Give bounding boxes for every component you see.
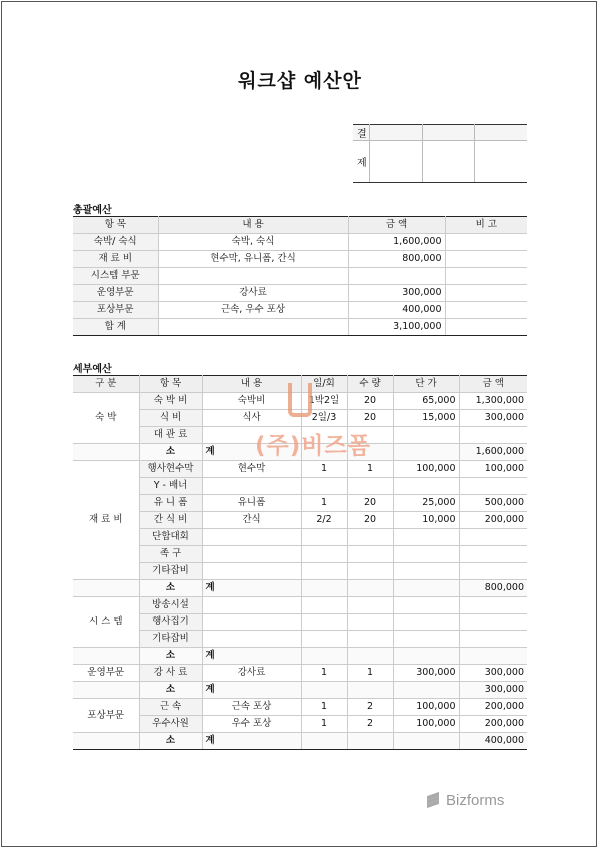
summary-cell: 300,000 xyxy=(348,285,445,302)
detail-cell xyxy=(393,427,459,444)
subtotal-label: 소 xyxy=(139,733,202,750)
detail-cell xyxy=(459,427,527,444)
detail-cell: 대 관 료 xyxy=(139,427,202,444)
detail-group-name: 운영부문 xyxy=(73,665,139,682)
detail-cell xyxy=(347,614,393,631)
detail-cell: 15,000 xyxy=(393,410,459,427)
approval-box xyxy=(353,124,527,183)
detail-cell: Y - 배너 xyxy=(139,478,202,495)
subtotal-spacer xyxy=(347,682,393,699)
summary-cell: 숙박/ 숙식 xyxy=(73,234,158,251)
subtotal-spacer xyxy=(73,580,139,597)
summary-cell: 포상부문 xyxy=(73,302,158,319)
stacked-layers-icon xyxy=(427,793,441,807)
subtotal-amount: 1,600,000 xyxy=(459,444,527,461)
summary-cell: 강사료 xyxy=(158,285,348,302)
summary-cell: 800,000 xyxy=(348,251,445,268)
summary-table xyxy=(73,216,527,336)
detail-cell: 1 xyxy=(301,461,347,478)
subtotal-label: 계 xyxy=(202,580,301,597)
subtotal-amount: 300,000 xyxy=(459,682,527,699)
subtotal-spacer xyxy=(301,648,347,665)
summary-cell xyxy=(445,285,527,302)
subtotal-spacer xyxy=(347,733,393,750)
summary-cell: 숙박, 숙식 xyxy=(158,234,348,251)
detail-cell xyxy=(347,546,393,563)
summary-cell: 1,600,000 xyxy=(348,234,445,251)
detail-cell: 1 xyxy=(301,699,347,716)
summary-cell: 운영부문 xyxy=(73,285,158,302)
detail-cell xyxy=(459,563,527,580)
detail-cell: 유 니 폼 xyxy=(139,495,202,512)
detail-cell xyxy=(301,631,347,648)
summary-header-cell: 금 액 xyxy=(348,217,445,234)
subtotal-spacer xyxy=(393,682,459,699)
summary-cell: 재 료 비 xyxy=(73,251,158,268)
subtotal-spacer xyxy=(301,682,347,699)
detail-cell: 식 비 xyxy=(139,410,202,427)
subtotal-label: 소 xyxy=(139,682,202,699)
detail-subtotal-row xyxy=(73,682,527,699)
approval-sign-cell xyxy=(475,141,528,183)
watermark-text: (주)비즈폼 xyxy=(255,433,371,459)
detail-header-cell: 일/회 xyxy=(301,376,347,393)
detail-group-name: 시 스 템 xyxy=(73,597,139,648)
detail-cell xyxy=(301,478,347,495)
subtotal-amount: 800,000 xyxy=(459,580,527,597)
detail-cell: 1 xyxy=(301,716,347,733)
detail-cell xyxy=(202,597,301,614)
detail-cell: 1 xyxy=(301,495,347,512)
approval-cell xyxy=(422,125,475,141)
detail-cell xyxy=(393,478,459,495)
summary-cell: 400,000 xyxy=(348,302,445,319)
detail-cell: 행사집기 xyxy=(139,614,202,631)
document-title: 워크샵 예산안 xyxy=(238,70,362,92)
detail-cell: 20 xyxy=(347,393,393,410)
summary-header-cell: 항 목 xyxy=(73,217,158,234)
subtotal-spacer xyxy=(73,648,139,665)
detail-cell: 우수사원 xyxy=(139,716,202,733)
detail-header-cell: 단 가 xyxy=(393,376,459,393)
detail-subtotal-row xyxy=(73,580,527,597)
subtotal-amount: 400,000 xyxy=(459,733,527,750)
detail-cell xyxy=(393,631,459,648)
summary-row xyxy=(73,285,527,302)
detail-cell: 강사료 xyxy=(202,665,301,682)
detail-cell: 단합대회 xyxy=(139,529,202,546)
summary-cell xyxy=(158,268,348,285)
detail-cell xyxy=(459,529,527,546)
summary-cell xyxy=(445,251,527,268)
detail-row xyxy=(73,716,527,733)
detail-cell: 우수 포상 xyxy=(202,716,301,733)
subtotal-spacer xyxy=(393,444,459,461)
detail-cell xyxy=(393,529,459,546)
subtotal-spacer xyxy=(73,444,139,461)
approval-label-bottom: 제 xyxy=(353,141,370,183)
detail-cell: 1 xyxy=(347,665,393,682)
detail-cell: 유니폼 xyxy=(202,495,301,512)
detail-cell: 방송시설 xyxy=(139,597,202,614)
detail-header-cell: 구 분 xyxy=(73,376,139,393)
detail-cell: 근속 포상 xyxy=(202,699,301,716)
detail-heading: 세부예산 xyxy=(73,364,112,375)
detail-row xyxy=(73,614,527,631)
detail-cell: 근 속 xyxy=(139,699,202,716)
detail-subtotal-row xyxy=(73,733,527,750)
watermark-bracket-icon xyxy=(288,383,312,417)
detail-cell: 300,000 xyxy=(393,665,459,682)
detail-cell: 2일/3 xyxy=(301,410,347,427)
approval-cell xyxy=(370,125,423,141)
detail-row xyxy=(73,546,527,563)
detail-row xyxy=(73,665,527,682)
detail-cell: 현수막 xyxy=(202,461,301,478)
detail-row xyxy=(73,529,527,546)
summary-row xyxy=(73,251,527,268)
detail-cell xyxy=(459,597,527,614)
detail-cell xyxy=(393,597,459,614)
detail-cell xyxy=(202,478,301,495)
detail-cell xyxy=(347,478,393,495)
detail-cell: 1 xyxy=(301,665,347,682)
detail-row xyxy=(73,478,527,495)
subtotal-amount xyxy=(459,648,527,665)
detail-cell: 100,000 xyxy=(393,461,459,478)
approval-label-top: 결 xyxy=(353,125,370,141)
detail-group-name: 포상부문 xyxy=(73,699,139,733)
subtotal-label: 소 xyxy=(139,580,202,597)
detail-cell: 강 사 료 xyxy=(139,665,202,682)
detail-header-cell: 수 량 xyxy=(347,376,393,393)
subtotal-spacer xyxy=(393,733,459,750)
detail-cell: 숙박비 xyxy=(202,393,301,410)
detail-cell: 2 xyxy=(347,716,393,733)
detail-cell xyxy=(459,631,527,648)
summary-cell xyxy=(445,319,527,336)
detail-cell: 100,000 xyxy=(459,461,527,478)
detail-cell: 식사 xyxy=(202,410,301,427)
subtotal-label: 소 xyxy=(139,444,202,461)
detail-cell xyxy=(202,529,301,546)
detail-row xyxy=(73,631,527,648)
summary-cell: 현수막, 유니폼, 간식 xyxy=(158,251,348,268)
detail-cell: 10,000 xyxy=(393,512,459,529)
detail-cell: 300,000 xyxy=(459,410,527,427)
detail-cell: 2 xyxy=(347,699,393,716)
detail-cell: 숙 박 비 xyxy=(139,393,202,410)
detail-cell: 200,000 xyxy=(459,512,527,529)
detail-cell: 1,300,000 xyxy=(459,393,527,410)
detail-cell: 500,000 xyxy=(459,495,527,512)
summary-cell: 근속, 우수 포상 xyxy=(158,302,348,319)
subtotal-label: 계 xyxy=(202,444,301,461)
detail-cell xyxy=(459,478,527,495)
summary-cell: 시스템 부문 xyxy=(73,268,158,285)
detail-cell: 20 xyxy=(347,512,393,529)
detail-cell xyxy=(347,597,393,614)
detail-cell xyxy=(202,631,301,648)
summary-cell xyxy=(158,319,348,336)
detail-row xyxy=(73,563,527,580)
summary-header-cell: 내 용 xyxy=(158,217,348,234)
detail-cell: 200,000 xyxy=(459,716,527,733)
detail-cell: 족 구 xyxy=(139,546,202,563)
detail-cell xyxy=(301,597,347,614)
approval-sign-cell xyxy=(422,141,475,183)
approval-cell xyxy=(475,125,528,141)
summary-row xyxy=(73,234,527,251)
detail-cell: 2/2 xyxy=(301,512,347,529)
detail-cell: 100,000 xyxy=(393,699,459,716)
approval-sign-cell xyxy=(370,141,423,183)
detail-cell: 200,000 xyxy=(459,699,527,716)
detail-cell xyxy=(202,614,301,631)
detail-cell xyxy=(347,563,393,580)
subtotal-spacer xyxy=(73,733,139,750)
detail-row xyxy=(73,699,527,716)
summary-cell: 합 계 xyxy=(73,319,158,336)
subtotal-label: 계 xyxy=(202,682,301,699)
subtotal-spacer xyxy=(73,682,139,699)
bizforms-logo xyxy=(427,790,504,810)
detail-cell: 20 xyxy=(347,410,393,427)
detail-cell: 25,000 xyxy=(393,495,459,512)
subtotal-label: 계 xyxy=(202,733,301,750)
detail-header-cell: 항 목 xyxy=(139,376,202,393)
subtotal-spacer xyxy=(393,648,459,665)
detail-cell: 기타잡비 xyxy=(139,631,202,648)
detail-cell: 행사현수막 xyxy=(139,461,202,478)
subtotal-spacer xyxy=(301,733,347,750)
summary-cell xyxy=(445,234,527,251)
detail-group-name: 숙 박 xyxy=(73,393,139,444)
detail-cell xyxy=(202,563,301,580)
summary-cell xyxy=(445,268,527,285)
detail-cell: 기타잡비 xyxy=(139,563,202,580)
detail-cell xyxy=(459,546,527,563)
detail-cell: 1박2일 xyxy=(301,393,347,410)
subtotal-label: 계 xyxy=(202,648,301,665)
summary-cell xyxy=(348,268,445,285)
detail-row xyxy=(73,597,527,614)
summary-row xyxy=(73,319,527,336)
detail-cell xyxy=(301,546,347,563)
detail-cell xyxy=(347,631,393,648)
detail-group-name: 재 료 비 xyxy=(73,461,139,580)
subtotal-spacer xyxy=(393,580,459,597)
summary-row xyxy=(73,302,527,319)
subtotal-spacer xyxy=(347,648,393,665)
detail-cell xyxy=(301,529,347,546)
summary-header-cell: 비 고 xyxy=(445,217,527,234)
detail-subtotal-row xyxy=(73,648,527,665)
detail-cell xyxy=(347,529,393,546)
detail-cell: 20 xyxy=(347,495,393,512)
detail-cell: 100,000 xyxy=(393,716,459,733)
summary-header-row xyxy=(73,217,527,234)
detail-cell xyxy=(393,563,459,580)
summary-heading: 총괄예산 xyxy=(73,205,112,216)
detail-cell xyxy=(459,614,527,631)
detail-cell xyxy=(202,546,301,563)
subtotal-spacer xyxy=(301,580,347,597)
detail-cell: 300,000 xyxy=(459,665,527,682)
summary-row xyxy=(73,268,527,285)
detail-cell xyxy=(301,563,347,580)
detail-row xyxy=(73,495,527,512)
watermark xyxy=(255,383,375,468)
detail-cell xyxy=(393,614,459,631)
summary-cell: 3,100,000 xyxy=(348,319,445,336)
summary-cell xyxy=(445,302,527,319)
detail-cell xyxy=(301,614,347,631)
detail-cell: 1 xyxy=(347,461,393,478)
subtotal-spacer xyxy=(347,580,393,597)
detail-cell xyxy=(393,546,459,563)
detail-cell: 간식 xyxy=(202,512,301,529)
detail-header-cell: 내 용 xyxy=(202,376,301,393)
logo-text: Bizforms xyxy=(446,791,505,809)
subtotal-label: 소 xyxy=(139,648,202,665)
detail-cell: 65,000 xyxy=(393,393,459,410)
detail-row xyxy=(73,512,527,529)
detail-cell: 간 식 비 xyxy=(139,512,202,529)
detail-header-cell: 금 액 xyxy=(459,376,527,393)
